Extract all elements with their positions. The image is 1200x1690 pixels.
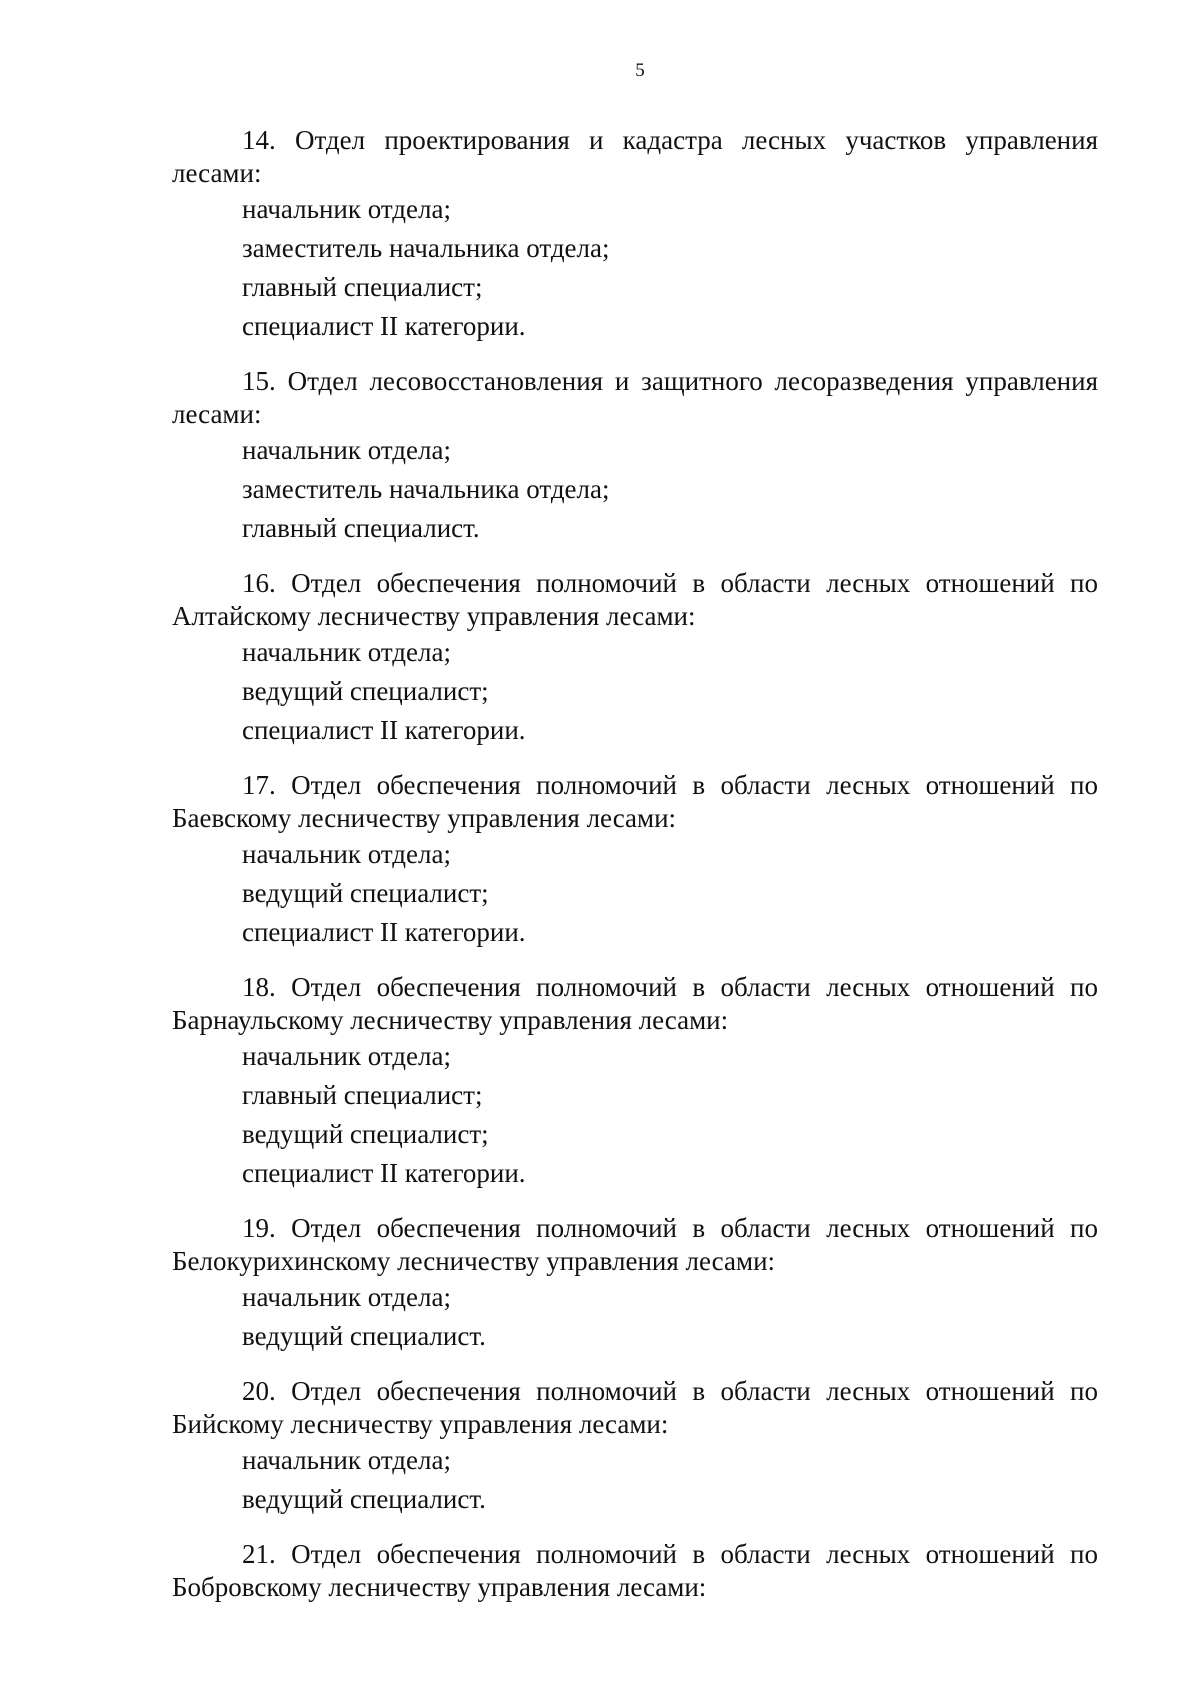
position-item: ведущий специалист; [242,878,489,908]
department-section [172,1375,1098,1519]
page-number: 5 [635,60,645,81]
position-item: ведущий специалист; [242,1119,489,1149]
position-item: начальник отдела; [242,637,451,667]
position-item: главный специалист; [242,272,483,302]
position-list [172,835,1098,952]
position-list [172,1037,1098,1193]
position-item: начальник отдела; [242,1041,451,1071]
position-item: заместитель начальника отдела; [242,474,610,504]
position-list [172,190,1098,346]
department-section [172,1212,1098,1356]
department-section [172,124,1098,346]
position-list [172,1441,1098,1519]
department-heading: 20. Отдел обеспечения полномочий в области лесных отношений по Бийскому лесничеству управления лесами: [172,1376,1098,1439]
position-list [172,431,1098,548]
position-item: специалист II категории. [242,715,526,745]
document-body [172,124,1098,1604]
position-item: главный специалист. [242,513,480,543]
department-section [172,567,1098,750]
position-item: главный специалист; [242,1080,483,1110]
position-item: ведущий специалист. [242,1484,486,1514]
position-item: заместитель начальника отдела; [242,233,610,263]
department-heading: 21. Отдел обеспечения полномочий в области лесных отношений по Бобровскому лесничеству управления лесами: [172,1539,1098,1602]
position-item: начальник отдела; [242,1282,451,1312]
position-list [172,633,1098,750]
position-item: начальник отдела; [242,435,451,465]
department-section [172,1538,1098,1604]
position-item: специалист II категории. [242,1158,526,1188]
department-heading: 16. Отдел обеспечения полномочий в области лесных отношений по Алтайскому лесничеству управления лесами: [172,568,1098,631]
department-heading: 19. Отдел обеспечения полномочий в области лесных отношений по Белокурихинскому лесничеству управления лесами: [172,1213,1098,1276]
department-heading: 17. Отдел обеспечения полномочий в области лесных отношений по Баевскому лесничеству управления лесами: [172,770,1098,833]
department-section [172,971,1098,1193]
position-item: ведущий специалист. [242,1321,486,1351]
position-item: начальник отдела; [242,839,451,869]
position-item: специалист II категории. [242,311,526,341]
department-heading: 14. Отдел проектирования и кадастра лесных участков управления лесами: [172,125,1098,188]
department-section [172,365,1098,548]
department-heading: 15. Отдел лесовосстановления и защитного лесоразведения управления лесами: [172,366,1098,429]
position-item: специалист II категории. [242,917,526,947]
position-list [172,1278,1098,1356]
department-heading: 18. Отдел обеспечения полномочий в области лесных отношений по Барнаульскому лесничеству управления лесами: [172,972,1098,1035]
position-item: начальник отдела; [242,194,451,224]
position-item: начальник отдела; [242,1445,451,1475]
position-item: ведущий специалист; [242,676,489,706]
department-section [172,769,1098,952]
